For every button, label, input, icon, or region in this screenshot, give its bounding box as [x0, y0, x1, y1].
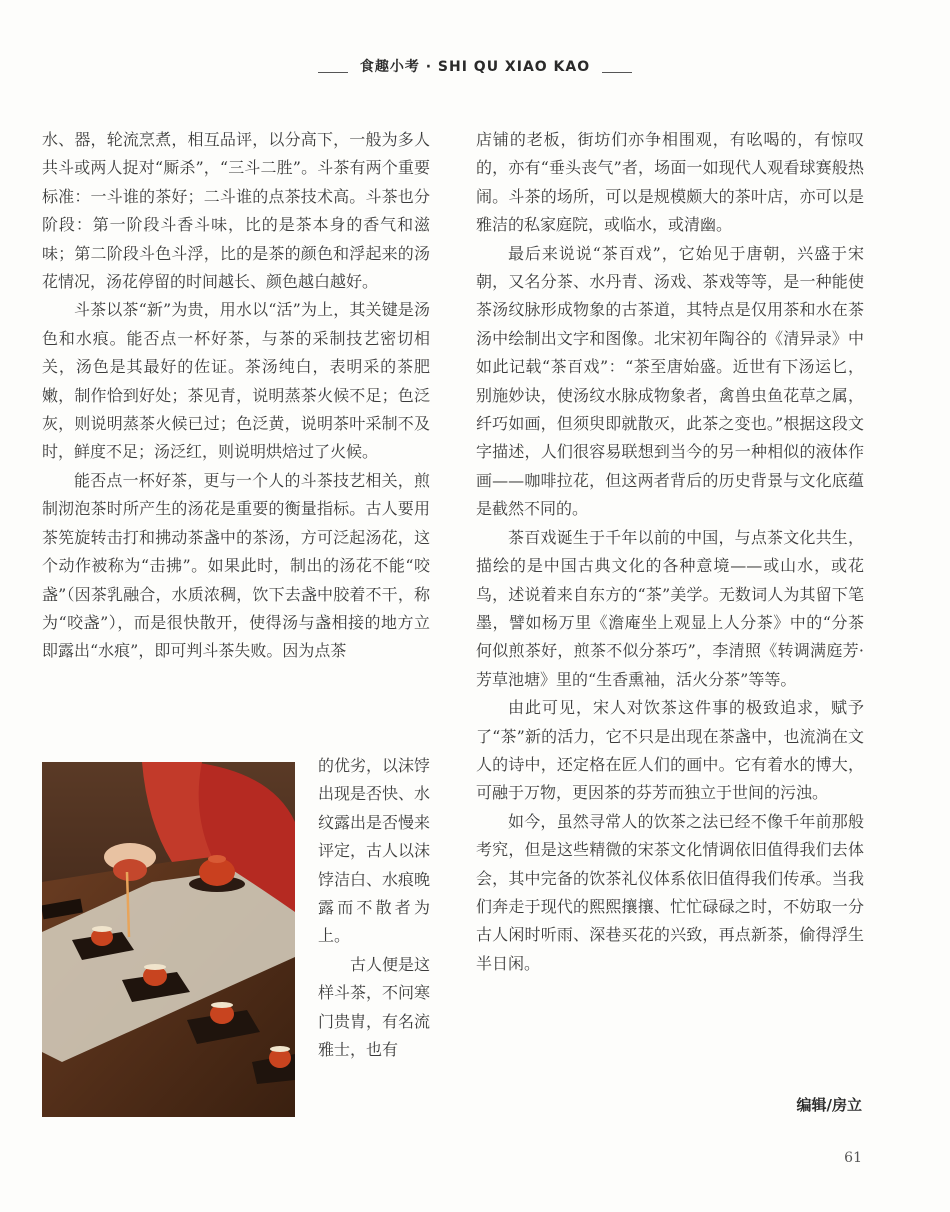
running-header [0, 56, 950, 76]
left-paragraph-3: 能否点一杯好茶，更与一个人的斗茶技艺相关，煎制沏泡茶时所产生的汤花是重要的衡量指标。古人要用茶筅旋转击打和拂动茶盏中的茶汤，方可泛起汤花，这个动作被称为“击拂”。如果此时，制出的汤花不能“咬盏”（因茶乳融合，水质浓稠，饮下去盏中胶着不干，称为“咬盏”），而是很快散开，使得汤与盏相接的地方立即露出“水痕”，即可判斗茶失败。因为点茶 [42, 470, 430, 661]
wrapped-paragraph-1: 的优劣，以沫饽出现是否快、水纹露出是否慢来评定，古人以沫饽洁白、水痕晚露而不散者为上。 [318, 756, 431, 946]
left-column [42, 126, 430, 666]
left-paragraph-1: 水、器，轮流烹煮，相互品评，以分高下，一般为多人共斗或两人捉对“厮杀”，“三斗二胜”。斗茶有两个重要标准：一斗谁的茶好；二斗谁的点茶技术高。斗茶也分阶段：第一阶段斗香斗味，比的是茶本身的香气和滋味；第二阶段斗色斗浮，比的是茶的颜色和浮起来的汤花情况，汤花停留的时间越长、颜色越白越好。 [42, 130, 430, 292]
tea-ceremony-illustration [42, 762, 295, 1117]
header-title: 食趣小考 · SHI QU XIAO KAO [359, 59, 591, 75]
right-paragraph-4: 由此可见，宋人对饮茶这件事的极致追求，赋予了“茶”新的活力，它不只是出现在茶盏中，也流淌在文人的诗中，还定格在匠人们的画中。它有着水的博大，可融于万物，更因茶的芬芳而独立于世间的污浊。 [476, 698, 864, 803]
page-number: 61 [844, 1150, 862, 1166]
right-paragraph-1: 店铺的老板，街坊们亦争相围观，有吆喝的，有惊叹的，亦有“垂头丧气”者，场面一如现代人观看球赛般热闹。斗茶的场所，可以是规模颇大的茶叶店，亦可以是雅洁的私家庭院，或临水，或清幽。 [476, 130, 864, 235]
tea-ceremony-photo [42, 762, 295, 1117]
header-rule-left [318, 72, 348, 73]
header-rule-right [602, 72, 632, 73]
right-paragraph-3: 茶百戏诞生于千年以前的中国，与点茶文化共生，描绘的是中国古典文化的各种意境——或山水，或花鸟，述说着来自东方的“茶”美学。无数词人为其留下笔墨，譬如杨万里《澹庵坐上观显上人分茶》中的“分茶何似煎茶好，煎茶不似分茶巧”，李清照《转调满庭芳·芳草池塘》里的“生香熏袖，活火分茶”等等。 [476, 527, 864, 689]
left-paragraph-2: 斗茶以茶“新”为贵，用水以“活”为上，其关键是汤色和水痕。能否点一杯好茶，与茶的采制技艺密切相关，汤色是其最好的佐证。茶汤纯白，表明采的茶肥嫩，制作恰到好处；茶见青，说明蒸茶火候不足；色泛灰，则说明蒸茶火候已过；色泛黄，说明茶叶采制不及时，鲜度不足；汤泛红，则说明烘焙过了火候。 [42, 300, 430, 462]
right-paragraph-5: 如今，虽然寻常人的饮茶之法已经不像千年前那般考究，但是这些精微的宋茶文化情调依旧值得我们去体会，其中完备的饮茶礼仪体系依旧值得我们传承。当我们奔走于现代的熙熙攘攘、忙忙碌碌之时，不妨取一分古人闲时听雨、深巷买花的兴致，再点新茶，偷得浮生半日闲。 [476, 811, 864, 973]
wrapped-paragraph-2: 古人便是这样斗茶，不问寒门贵胄，有名流雅士，也有 [318, 954, 431, 1060]
right-paragraph-2: 最后来说说“茶百戏”，它始见于唐朝，兴盛于宋朝，又名分茶、水丹青、汤戏、茶戏等等，是一种能使茶汤纹脉形成物象的古茶道，其特点是仅用茶和水在茶汤中绘制出文字和图像。北宋初年陶谷的《清异录》中如此记载“茶百戏”：“茶至唐始盛。近世有下汤运匕，别施妙诀，使汤纹水脉成物象者，禽兽虫鱼花草之属，纤巧如画，但须臾即就散灭，此茶之变也。”根据这段文字描述，人们很容易联想到当今的另一种相似的液体作画——咖啡拉花，但这两者背后的历史背景与文化底蕴是截然不同的。 [476, 243, 864, 519]
editor-credit: 编辑/房立 [796, 1096, 862, 1114]
right-column [476, 126, 864, 978]
wrapped-text-beside-photo [318, 752, 430, 1064]
